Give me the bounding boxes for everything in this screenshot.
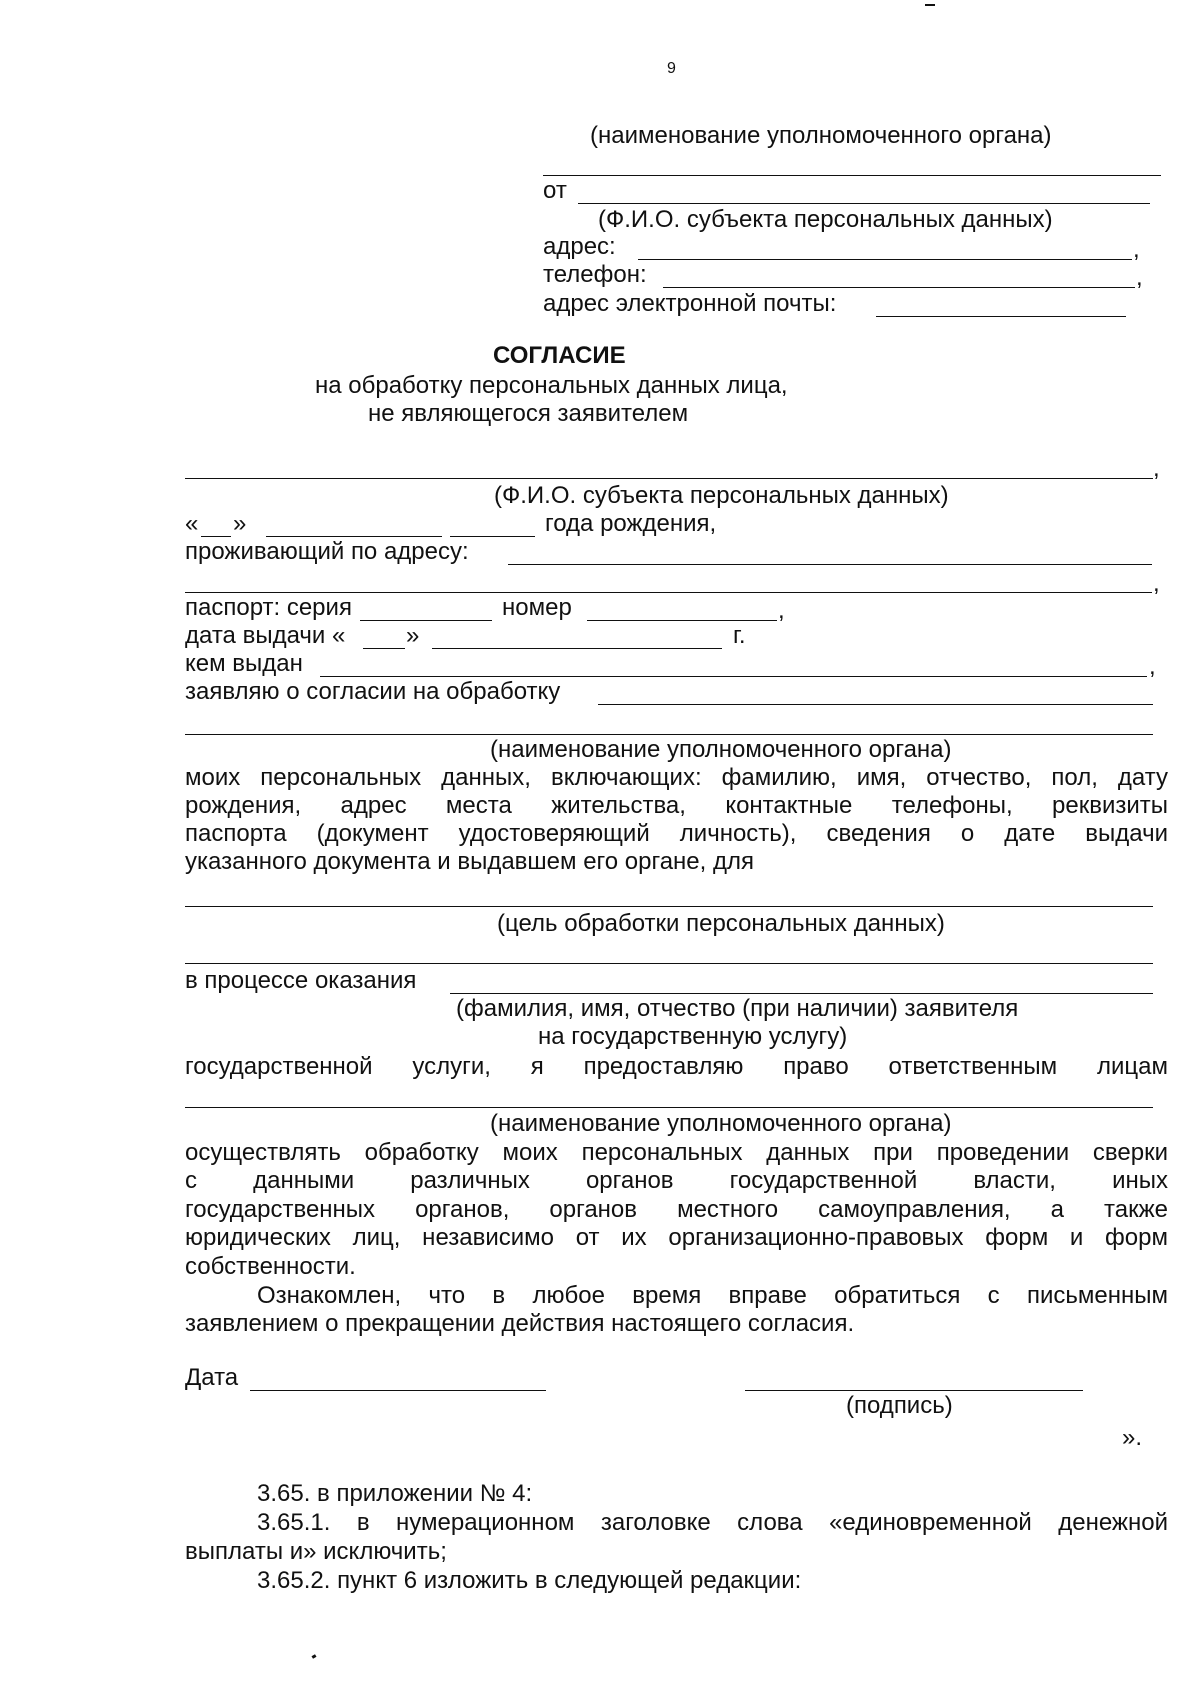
birth-month-line: [266, 536, 442, 537]
document-subtitle-2: не являющегося заявителем: [368, 400, 689, 427]
address-comma: ,: [1133, 236, 1140, 263]
consent-line: [598, 704, 1153, 705]
document-subtitle-1: на обработку персональных данных лица,: [315, 372, 788, 399]
passport-series-line: [360, 620, 492, 621]
residing-label: проживающий по адресу:: [185, 538, 469, 565]
birth-year-label: года рождения,: [545, 510, 717, 537]
date-line: [250, 1390, 546, 1391]
passport-number-label: номер: [502, 594, 572, 621]
subject-caption: (Ф.И.О. субъекта персональных данных): [494, 482, 949, 509]
para1-line-2: рождения, адрес места жительства, контактные телефоны, реквизиты: [185, 792, 1168, 819]
purpose-line-2: [185, 963, 1153, 964]
organ-name-line: [543, 175, 1161, 176]
subject-caption: (Ф.И.О. субъекта персональных данных): [598, 206, 1053, 233]
closing-quote: ».: [1122, 1424, 1143, 1451]
passport-series-label: паспорт: серия: [185, 594, 352, 621]
issue-date-close: »: [406, 622, 420, 649]
birth-quote-close: »: [233, 510, 247, 537]
birth-day-line: [201, 536, 231, 537]
amendment-3-65: 3.65. в приложении № 4:: [257, 1480, 533, 1507]
residing-line: [508, 564, 1152, 565]
email-line: [876, 316, 1126, 317]
organ-caption: (наименование уполномоченного органа): [590, 122, 1052, 149]
birth-quote-open: «: [185, 510, 199, 537]
organ-caption-form: (наименование уполномоченного органа): [490, 736, 952, 763]
amendment-3-65-1-line-1: 3.65.1. в нумерационном заголовке слова «единовременной денежной: [257, 1509, 1168, 1536]
address-line: [638, 259, 1132, 260]
issue-year-label: г.: [733, 622, 746, 649]
para1-last-line: указанного документа и выдавшем его органе, для: [185, 848, 754, 875]
document-title: СОГЛАСИЕ: [493, 342, 626, 369]
amendment-3-65-2: 3.65.2. пункт 6 изложить в следующей редакции:: [257, 1567, 802, 1594]
para3-line-1: Ознакомлен, что в любое время вправе обратиться с письменным: [257, 1282, 1168, 1309]
stray-mark: [312, 1654, 317, 1659]
issued-by-line: [320, 676, 1147, 677]
organ-line: [185, 734, 1153, 735]
issue-date-label: дата выдачи «: [185, 622, 346, 649]
from-line: [578, 203, 1150, 204]
organ-line-2: [185, 1107, 1153, 1108]
consent-label: заявляю о согласии на обработку: [185, 678, 561, 705]
passport-number-line: [587, 620, 777, 621]
issue-month-line: [432, 648, 722, 649]
signature-line: [745, 1390, 1083, 1391]
date-label: Дата: [185, 1364, 239, 1391]
purpose-line: [185, 906, 1153, 907]
para2-line-3: государственных органов, органов местного самоуправления, а также: [185, 1196, 1168, 1223]
para1-line-1: моих персональных данных, включающих: фамилию, имя, отчество, пол, дату: [185, 764, 1168, 791]
birth-year-line: [450, 536, 535, 537]
process-label: в процессе оказания: [185, 967, 417, 994]
subject-name-line: [185, 478, 1153, 479]
phone-comma: ,: [1136, 264, 1143, 291]
email-label: адрес электронной почты:: [543, 290, 837, 317]
phone-label: телефон:: [543, 261, 647, 288]
issued-by-label: кем выдан: [185, 650, 303, 677]
issued-by-comma: ,: [1149, 653, 1156, 680]
organ-caption-body: (наименование уполномоченного органа): [490, 1110, 952, 1137]
applicant-caption-2: на государственную услугу): [538, 1023, 848, 1050]
residing-comma: ,: [1153, 570, 1160, 597]
amendment-3-65-1-line-2: выплаты и» исключить;: [185, 1538, 447, 1565]
address-label: адрес:: [543, 233, 616, 260]
page-number: 9: [667, 60, 676, 77]
phone-line: [663, 287, 1135, 288]
para1-line-3: паспорта (документ удостоверяющий личность), сведения о дате выдачи: [185, 820, 1168, 847]
purpose-caption: (цель обработки персональных данных): [497, 910, 945, 937]
applicant-caption-1: (фамилия, имя, отчество (при наличии) заявителя: [456, 995, 1019, 1022]
para2-last-line: собственности.: [185, 1253, 356, 1280]
residing-line-2: [185, 592, 1152, 593]
signature-caption: (подпись): [846, 1392, 953, 1419]
top-mark: [925, 4, 935, 6]
passport-comma: ,: [778, 597, 785, 624]
para2-line-4: юридических лиц, независимо от их организационно-правовых форм и форм: [185, 1224, 1168, 1251]
from-label: от: [543, 177, 567, 204]
gov-service-line: государственной услуги, я предоставляю право ответственным лицам: [185, 1053, 1168, 1080]
para2-line-2: с данными различных органов государственной власти, иных: [185, 1167, 1168, 1194]
para3-last-line: заявлением о прекращении действия настоящего согласия.: [185, 1310, 855, 1337]
issue-day-line: [363, 648, 405, 649]
para2-line-1: осуществлять обработку моих персональных данных при проведении сверки: [185, 1139, 1168, 1166]
applicant-line: [450, 993, 1153, 994]
subject-name-comma: ,: [1153, 455, 1160, 482]
